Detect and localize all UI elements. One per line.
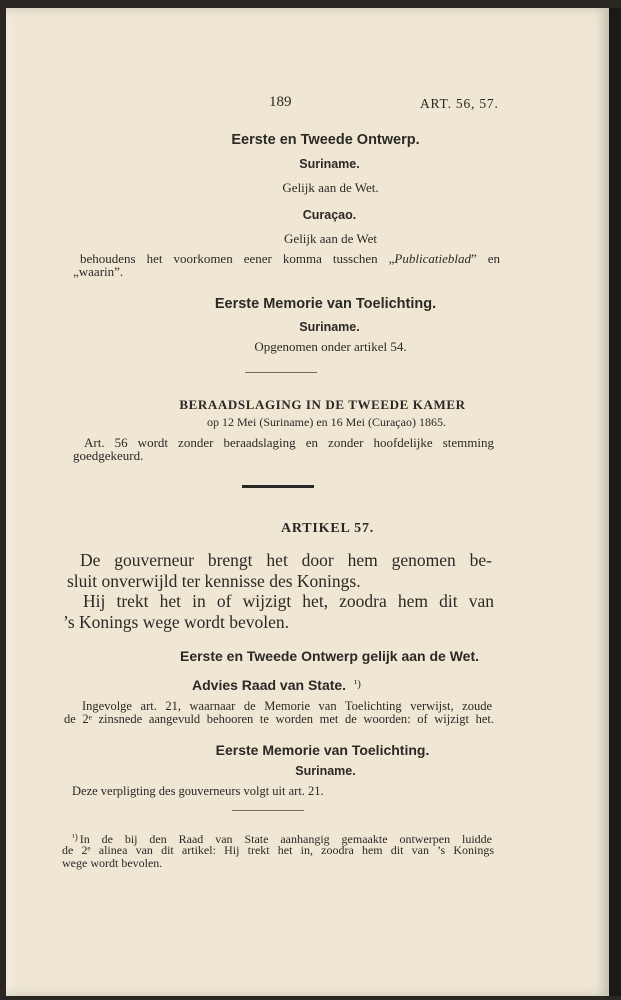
memorie-heading: Eerste Memorie van Toelichting. [214,296,437,312]
footnote-divider [232,810,304,811]
article-separator [242,485,314,488]
footnote-line-2: de 2ᵉ alinea van dit artikel: Hij trekt het in, zoodra hem dit van ’s Konings [62,843,494,857]
memorie-suriname-heading: Suriname. [299,320,360,334]
law-text-line-2: sluit onverwijld ter kennisse des Konings. [67,571,361,591]
section-divider [245,372,317,373]
running-head: ART. 56, 57. [420,96,499,111]
ontwerp-gelijk-heading: Eerste en Tweede Ontwerp gelijk aan de Wet. [179,648,480,664]
advies-heading-label: Advies Raad van State. [192,677,347,693]
footnote-reference: ¹) [353,678,361,690]
advies-text-line-1: Ingevolge art. 21, waarnaar de Memorie van Toelichting verwijst, zoude [82,699,492,713]
curacao-heading: Curaçao. [302,208,357,222]
footnote-mark: ¹) [72,832,78,842]
curacao-text: Gelijk aan de Wet [284,231,377,246]
beraadslaging-text-line-2: goedgekeurd. [73,448,144,463]
suriname-heading: Suriname. [299,157,360,171]
ontwerp-heading: Eerste en Tweede Ontwerp. [231,132,420,148]
curacao-continuation-line-1: behoudens het voorkomen eener komma tusschen „Publicatieblad” en [80,251,500,266]
law-text-line-3: Hij trekt het in of wijzigt het, zoodra hem dit van [83,591,494,611]
article-title: ARTIKEL 57. [280,521,375,536]
beraadslaging-heading: BERAADSLAGING IN DE TWEEDE KAMER [179,397,466,412]
footnote-line-3: wege wordt bevolen. [62,856,163,870]
page-number: 189 [269,94,292,110]
book-edge [609,8,621,996]
advies-heading [192,677,361,693]
law-text-line-1: De gouverneur brengt het door hem genomen be- [80,550,492,570]
suriname-text: Gelijk aan de Wet. [282,180,379,195]
book-page [6,8,609,996]
law-text-line-4: ’s Konings wege wordt bevolen. [63,612,290,632]
curacao-continuation-line-2: „waarin”. [73,264,124,279]
footnote-text-1: In de bij den Raad van State aanhangig gemaakte ontwerpen luidde [79,832,492,846]
beraadslaging-date: op 12 Mei (Suriname) en 16 Mei (Curaçao) 1865. [207,415,446,429]
art57-memorie-heading: Eerste Memorie van Toelichting. [215,742,430,758]
advies-text-line-2: de 2ᵉ zinsnede aangevuld behooren te worden met de woorden: of wijzigt het. [64,712,494,726]
art57-memorie-suriname: Suriname. [295,764,356,778]
art57-memorie-text: Deze verpligting des gouverneurs volgt uit art. 21. [72,784,324,798]
beraadslaging-text-line-1: Art. 56 wordt zonder beraadslaging en zonder hoofdelijke stemming [84,435,494,450]
memorie-text: Opgenomen onder artikel 54. [254,339,407,354]
